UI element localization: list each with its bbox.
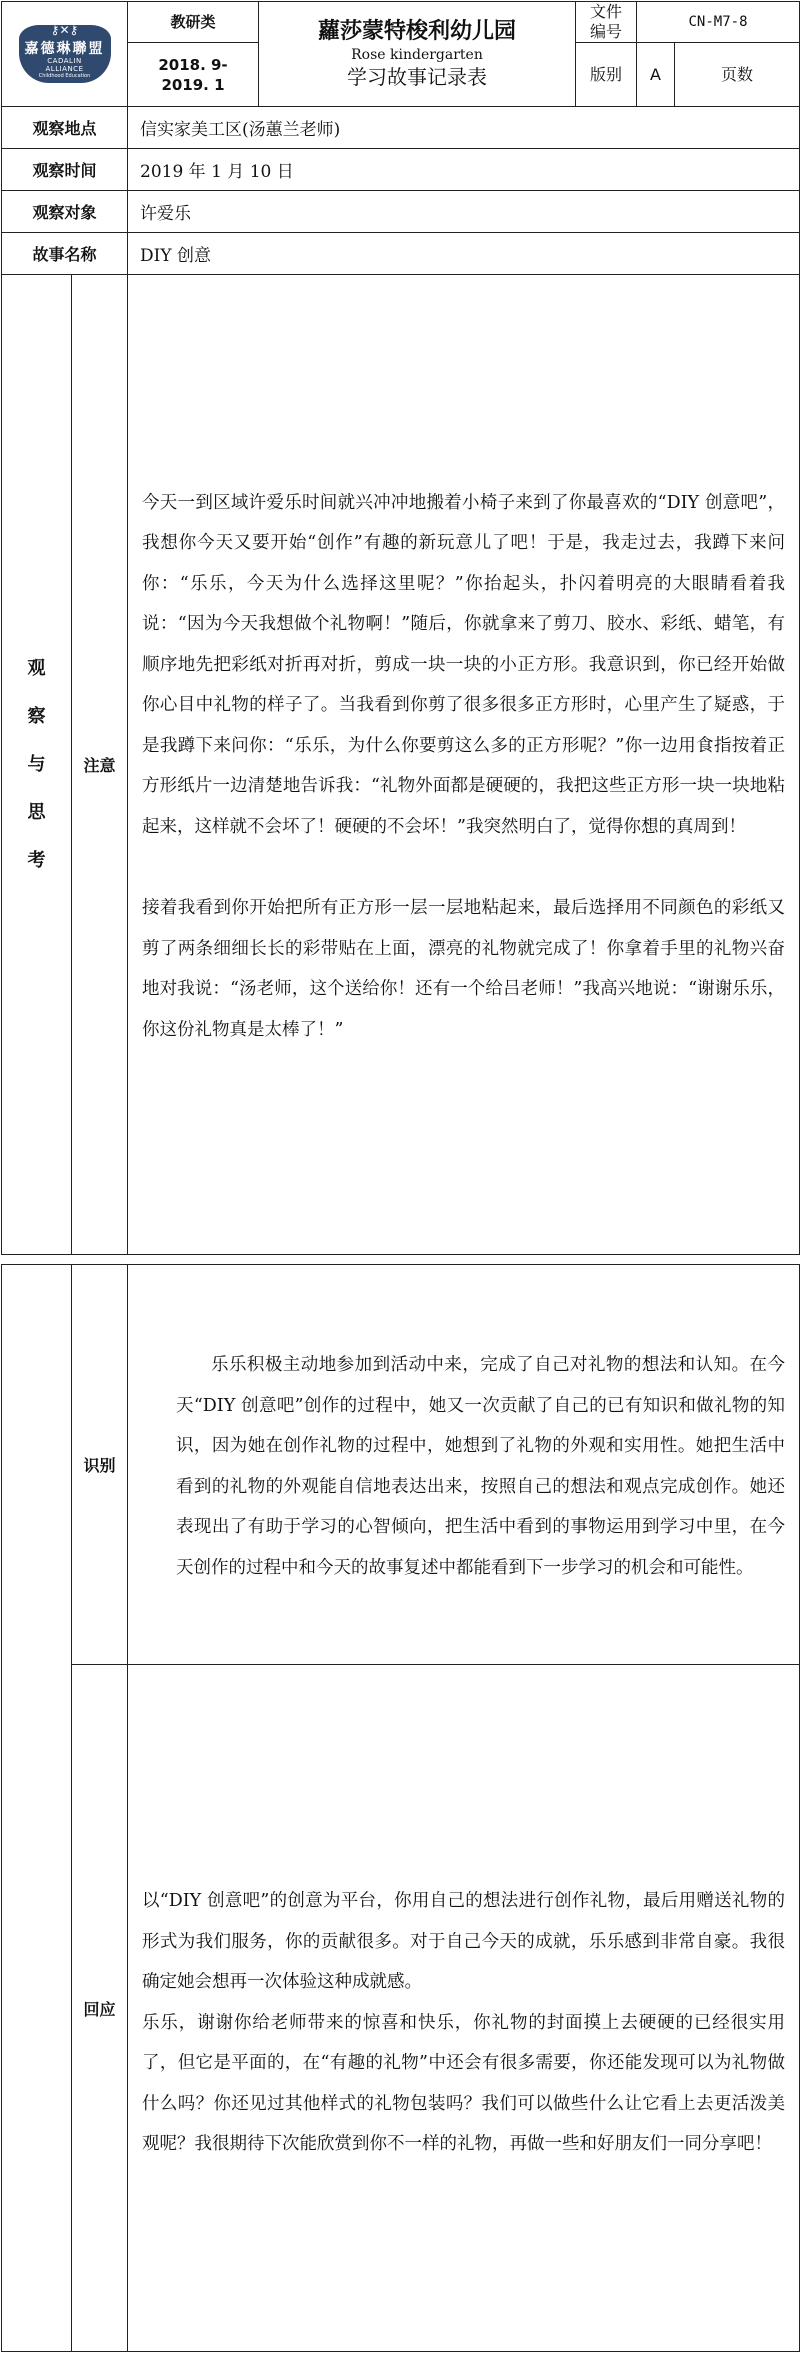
respond-row (2, 1665, 800, 2352)
record-table-main (1, 1, 800, 1255)
subject-value: 许爱乐 (128, 191, 800, 233)
info-row-time (2, 149, 800, 191)
file-number-label-line1: 文件 (589, 2, 622, 21)
section-char-5: 考 (27, 849, 46, 871)
period-start: 2018. 9- (158, 55, 228, 74)
respond-label: 回应 (72, 1665, 128, 2352)
respond-text-cell (128, 1665, 800, 2352)
section-char-4: 思 (27, 801, 46, 823)
identify-row (2, 1265, 800, 1665)
time-value: 2019 年 1 月 10 日 (128, 149, 800, 191)
empty-left-cell (2, 1265, 72, 2352)
observation-row (2, 275, 800, 1255)
version-value: A (637, 43, 675, 107)
info-row-subject (2, 191, 800, 233)
section-char-2: 察 (27, 705, 46, 727)
title-cell (259, 2, 576, 107)
school-logo (19, 25, 111, 83)
crossed-keys-icon: ⚷✕⚷ (50, 23, 79, 37)
logo-subtitle: Childhood Education (38, 73, 91, 79)
section-char-3: 与 (27, 753, 46, 775)
time-label: 观察时间 (2, 149, 128, 191)
school-name-english: Rose kindergarten (351, 47, 483, 63)
logo-english-name-1: CADALIN (47, 57, 82, 65)
category-cell: 教研类 (128, 2, 259, 43)
school-name: 蘿莎蒙特梭利幼儿园 (317, 19, 516, 44)
story-value: DIY 创意 (128, 233, 800, 275)
location-value: 信实家美工区(汤蕙兰老师) (128, 107, 800, 149)
version-label: 版别 (576, 43, 637, 107)
info-row-story (2, 233, 800, 275)
form-title: 学习故事记录表 (347, 65, 487, 89)
paragraph-gap (142, 847, 785, 888)
identify-text: 乐乐积极主动地参加到活动中来，完成了自己对礼物的想法和认知。在今天“DIY 创意吧”创作的过程中，她又一次贡献了自己的已有知识和做礼物的知识，因为她在创作礼物的过程中，她想到了礼物的外观和实用性。她把生活中看到的礼物的外观能自信地表达出来，按照自己的想法和观点完成创作。她还表现出了有助于学习的心智倾向，把生活中看到的事物运用到学习中里，在今天创作的过程中和今天的故事复述中都能看到下一步学习的机会和可能性。 (128, 1265, 800, 1665)
logo-cell (2, 2, 128, 107)
notice-text-cell (128, 275, 800, 1255)
notice-paragraph-1: 今天一到区域许爱乐时间就兴冲冲地搬着小椅子来到了你最喜欢的“DIY 创意吧”，我想你今天又要开始“创作”有趣的新玩意儿了吧！于是，我走过去，我蹲下来问你：“乐乐，今天为什么选择这里呢？”你抬起头，扑闪着明亮的大眼睛看着我说：“因为今天我想做个礼物啊！”随后，你就拿来了剪刀、胶水、彩纸、蜡笔，有顺序地先把彩纸对折再对折，剪成一块一块的小正方形。我意识到，你已经开始做你心目中礼物的样子了。当我看到你剪了很多很多正方形时，心里产生了疑惑，于是我蹲下来问你：“乐乐，为什么你要剪这么多的正方形呢？”你一边用食指按着正方形纸片一边清楚地告诉我：“礼物外面都是硬硬的，我把这些正方形一块一块地粘起来，这样就不会坏了！硬硬的不会坏！”我突然明白了，觉得你想的真周到！ (142, 492, 786, 837)
info-row-location (2, 107, 800, 149)
observation-section-label (2, 275, 72, 1255)
notice-paragraph-2: 接着我看到你开始把所有正方形一层一层地粘起来，最后选择用不同颜色的彩纸又剪了两条细细长长的彩带贴在上面，漂亮的礼物就完成了！你拿着手里的礼物兴奋地对我说：“汤老师，这个送给你！还有一个给吕老师！”我高兴地说：“谢谢乐乐，你这份礼物真是太棒了！” (142, 898, 786, 1040)
file-number-value: CN-M7-8 (637, 2, 800, 43)
record-table-continued (1, 1264, 800, 2352)
identify-label: 识别 (72, 1265, 128, 1665)
respond-paragraph-2: 乐乐，谢谢你给老师带来的惊喜和快乐，你礼物的封面摸上去硬硬的已经很实用了，但它是平面的，在“有趣的礼物”中还会有很多需要，你还能发现可以为礼物做什么吗？你还见过其他样式的礼物包装吗？我们可以做些什么让它看上去更活泼美观呢？我很期待下次能欣赏到你不一样的礼物，再做一些和好朋友们一同分享吧！ (142, 2012, 785, 2155)
file-number-label (576, 2, 637, 43)
subject-label: 观察对象 (2, 191, 128, 233)
story-label: 故事名称 (2, 233, 128, 275)
notice-label: 注意 (72, 275, 128, 1255)
page-count-label: 页数 (675, 43, 800, 107)
logo-chinese-name: 嘉德琳聯盟 (24, 41, 105, 57)
period-cell (128, 43, 259, 107)
section-char-1: 观 (27, 657, 46, 679)
logo-english-name-2: ALLIANCE (45, 65, 84, 73)
respond-paragraph-1: 以“DIY 创意吧”的创意为平台，你用自己的想法进行创作礼物，最后用赠送礼物的形式为我们服务，你的贡献很多。对于自己今天的成就，乐乐感到非常自豪。我很确定她会想再一次体验这种成就感。 (142, 1891, 785, 1993)
file-number-label-line2: 编号 (589, 22, 622, 41)
location-label: 观察地点 (2, 107, 128, 149)
period-end: 2019. 1 (161, 75, 225, 94)
